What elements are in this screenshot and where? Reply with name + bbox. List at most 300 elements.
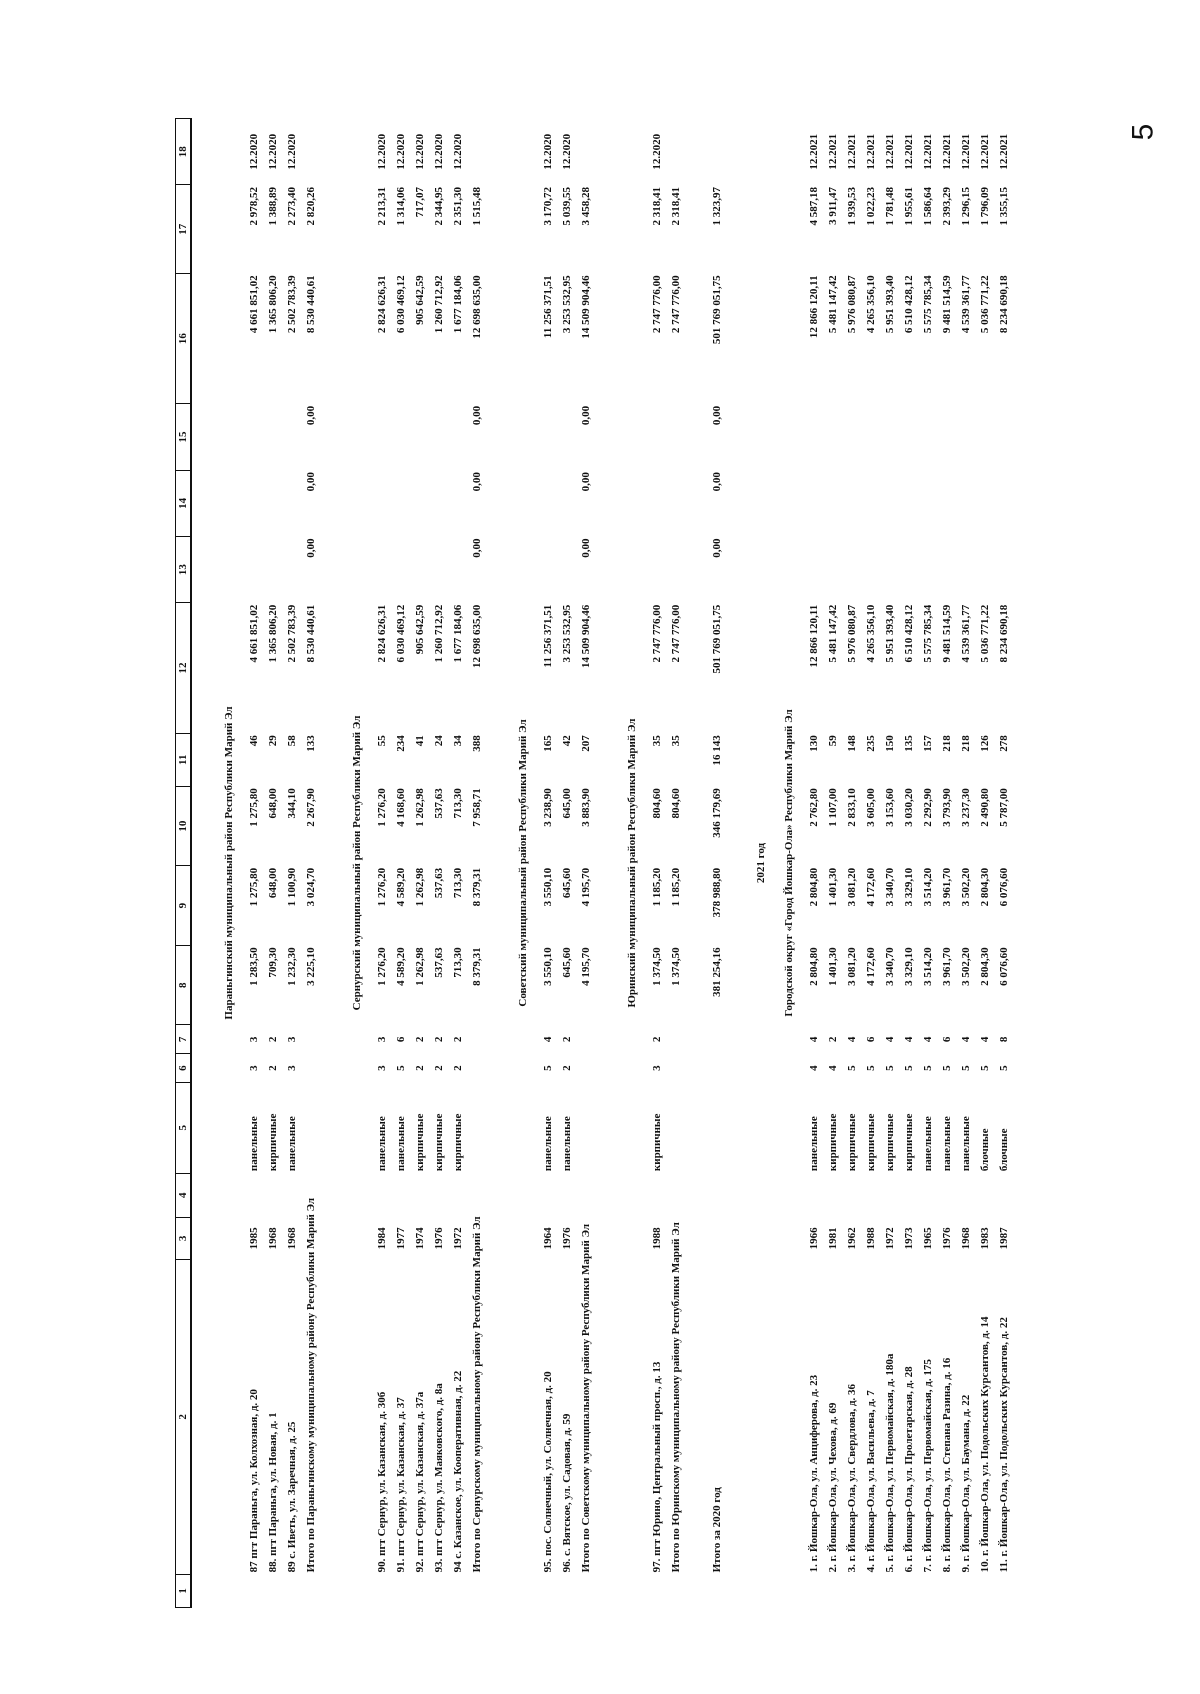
cell-col-15 (538, 404, 557, 470)
cell-col-6: 5 (921, 1065, 934, 1071)
cell-col-6: 3 (375, 1065, 388, 1071)
cell-col-7: 2 (451, 1036, 464, 1043)
table-row (975, 119, 994, 1608)
cell-col-7: 6 (394, 1036, 407, 1043)
cell-col-8: 1 374,50 (650, 947, 663, 986)
cell-col-11: 148 (845, 735, 858, 752)
cell-col-18: 12.2021 (959, 133, 972, 170)
cell-col-16: 9 481 514,59 (940, 275, 953, 334)
cell-col-12: 8 530 440,61 (304, 604, 317, 663)
cell-col-9: 6 076,60 (997, 867, 1010, 907)
cell-col-11: 35 (669, 735, 682, 747)
cell-col-17: 1 939,53 (845, 186, 858, 226)
column-number-11: 11 (176, 733, 192, 786)
cell-col-9: 1 276,20 (375, 867, 388, 907)
cell-col-15 (975, 404, 994, 470)
cell-col-12: 4 265 356,10 (864, 604, 877, 663)
table-row (899, 119, 918, 1608)
cell-col-15 (880, 404, 899, 470)
cell-col-10: 2 762,80 (807, 788, 820, 827)
cell-col-8: 3 081,20 (845, 947, 858, 986)
cell-col-16: 5 481 147,42 (826, 275, 839, 334)
cell-col-11: 16 143 (710, 735, 723, 766)
cell-col-18: 12.2021 (883, 133, 896, 170)
column-number-4: 4 (176, 1173, 192, 1217)
district-heading-title: Сернурский муниципальный район Республики Марий Эл (351, 715, 363, 1011)
cell-col-9: 378 988,80 (710, 867, 723, 918)
cell-col-8: 3 329,10 (902, 947, 915, 986)
cell-col-15 (372, 404, 391, 470)
cell-col-15 (899, 404, 918, 470)
cell-col-2: 91. пгт Сернур, ул. Казанская, д. 37 (394, 1397, 407, 1573)
cell-col-12: 4 539 361,77 (959, 604, 972, 663)
cell-col-5: панельные (921, 1116, 934, 1172)
cell-col-16: 4 539 361,77 (959, 275, 972, 334)
cell-col-5: панельные (375, 1116, 388, 1172)
cell-col-14 (994, 470, 1013, 536)
cell-col-17: 1 781,48 (883, 186, 896, 226)
cell-col-2: 8. г. Йошкар-Ола, ул. Степана Разина, д. 16 (940, 1357, 953, 1573)
cell-col-9: 3 340,70 (883, 867, 896, 907)
cell-col-17: 2 273,40 (285, 186, 298, 226)
cell-col-7: 4 (959, 1036, 972, 1043)
cell-col-14 (937, 470, 956, 536)
cell-col-7: 6 (940, 1036, 953, 1043)
district-heading (617, 119, 647, 1608)
table-row (391, 119, 410, 1608)
cell-col-8: 3 225,10 (304, 947, 317, 986)
cell-col-3: 1988 (864, 1227, 877, 1250)
cell-col-13 (804, 536, 823, 602)
cell-col-6: 2 (266, 1065, 279, 1071)
cell-col-10: 1 275,80 (247, 788, 260, 827)
cell-col-6: 5 (394, 1065, 407, 1071)
cell-col-18: 12.2020 (432, 133, 445, 170)
cell-col-4 (956, 1173, 975, 1217)
cell-col-1 (391, 1574, 410, 1607)
cell-col-14 (823, 470, 842, 536)
cell-col-4 (937, 1173, 956, 1217)
cell-col-1 (880, 1574, 899, 1607)
cell-col-15: 0,00 (710, 405, 723, 426)
cell-col-7: 4 (978, 1036, 991, 1043)
cell-col-14 (538, 470, 557, 536)
cell-col-16: 5 575 785,34 (921, 275, 934, 334)
cell-col-2: Итого по Параньгинскому муниципальному району Республики Марий Эл (304, 1197, 317, 1573)
cell-col-15 (823, 404, 842, 470)
cell-col-16: 6 510 428,12 (902, 275, 915, 334)
cell-col-9: 8 379,31 (470, 867, 483, 907)
cell-col-14: 0,00 (579, 472, 592, 492)
cell-col-9: 537,63 (432, 867, 445, 899)
cell-col-13 (263, 536, 282, 602)
cell-col-14: 0,00 (304, 472, 317, 492)
cell-col-2: 4. г. Йошкар-Ола, ул. Васильева, д. 7 (864, 1390, 877, 1573)
cell-col-4 (372, 1173, 391, 1217)
cell-col-2: 97. пгт Юрино, Центральный просп., д. 13 (650, 1361, 663, 1573)
cell-col-15 (647, 404, 666, 470)
cell-col-17: 2 351,30 (451, 186, 464, 226)
cell-col-1 (994, 1574, 1013, 1607)
cell-col-5: кирпичные (883, 1113, 896, 1172)
cell-col-18 (707, 119, 726, 185)
cell-col-5: кирпичные (826, 1113, 839, 1172)
cell-col-16: 905 642,59 (413, 275, 426, 325)
table-row (918, 119, 937, 1608)
cell-col-3: 1977 (394, 1227, 407, 1250)
table-row (282, 119, 301, 1608)
cell-col-1 (861, 1574, 880, 1607)
cell-col-4 (861, 1173, 880, 1217)
cell-col-2: 6. г. Йошкар-Ола, ул. Пролетарская, д. 28 (902, 1366, 915, 1573)
cell-col-10: 3 237,30 (959, 788, 972, 827)
cell-col-1 (429, 1574, 448, 1607)
cell-col-1 (647, 1574, 666, 1607)
cell-col-15 (557, 404, 576, 470)
cell-col-11: 133 (304, 735, 317, 752)
cell-col-10: 3 238,90 (541, 788, 554, 827)
cell-col-16: 14 509 904,46 (579, 275, 592, 339)
cell-col-18 (467, 119, 486, 185)
cell-col-15 (410, 404, 429, 470)
cell-col-13: 0,00 (710, 538, 723, 558)
cell-col-11: 126 (978, 735, 991, 752)
cell-col-14 (372, 470, 391, 536)
cell-col-9: 1 262,98 (413, 867, 426, 907)
cell-col-17: 5 039,55 (560, 186, 573, 226)
column-number-row (176, 119, 192, 1608)
cell-col-11: 157 (921, 735, 934, 752)
cell-col-7: 2 (432, 1036, 445, 1043)
cell-col-13: 0,00 (304, 538, 317, 558)
cell-col-11: 135 (902, 735, 915, 752)
cell-col-10: 2 833,10 (845, 788, 858, 827)
cell-col-3: 1976 (560, 1227, 573, 1250)
cell-col-16: 1 677 184,06 (451, 275, 464, 334)
cell-col-4 (647, 1173, 666, 1217)
cell-col-11: 24 (432, 735, 445, 747)
cell-col-15 (804, 404, 823, 470)
cell-col-12: 2 502 783,39 (285, 604, 298, 663)
cell-col-17: 1 515,48 (470, 186, 483, 226)
cell-col-9: 1 275,80 (247, 867, 260, 907)
cell-col-9: 2 804,30 (978, 867, 991, 907)
cell-col-3: 1988 (650, 1227, 663, 1250)
spacer-row (486, 119, 508, 1608)
cell-col-6: 5 (845, 1065, 858, 1071)
cell-col-16: 3 253 532,95 (560, 275, 573, 334)
cell-col-8: 2 804,80 (807, 947, 820, 986)
cell-col-10: 1 276,20 (375, 788, 388, 827)
cell-col-5: кирпичные (451, 1113, 464, 1172)
cell-col-18: 12.2021 (940, 133, 953, 170)
cell-col-7: 4 (883, 1036, 896, 1043)
cell-col-17: 2 213,31 (375, 186, 388, 226)
cell-col-14 (282, 470, 301, 536)
column-number-3: 3 (176, 1217, 192, 1259)
cell-col-17: 1 296,15 (959, 186, 972, 226)
column-number-18: 18 (176, 119, 192, 185)
cell-col-16: 2 747 776,00 (650, 275, 663, 334)
cell-col-2: 94 с. Казанское, ул. Кооперативная, д. 22 (451, 1370, 464, 1573)
cell-col-8: 3 550,10 (541, 947, 554, 986)
cell-col-1 (263, 1574, 282, 1607)
cell-col-3: 1985 (247, 1227, 260, 1250)
cell-col-11: 130 (807, 735, 820, 752)
cell-col-17: 1 955,61 (902, 186, 915, 226)
cell-col-3: 1976 (940, 1227, 953, 1250)
cell-col-4 (410, 1173, 429, 1217)
cell-col-10: 2 490,80 (978, 788, 991, 827)
cell-col-18 (666, 119, 685, 185)
cell-col-2: 9. г. Йошкар-Ола, ул. Баумана, д. 22 (959, 1394, 972, 1573)
cell-col-9: 3 024,70 (304, 867, 317, 907)
cell-col-12: 3 253 532,95 (560, 604, 573, 663)
district-heading-title: Городской округ «Город Йошкар-Ола» Республики Марий Эл (783, 709, 795, 1017)
cell-col-2: Итого по Советскому муниципальному району Республики Марий Эл (579, 1223, 592, 1573)
cell-col-1 (899, 1574, 918, 1607)
cell-col-17: 717,07 (413, 186, 426, 218)
table-row (538, 119, 557, 1608)
cell-col-13 (861, 536, 880, 602)
cell-col-12: 5 036 771,22 (978, 604, 991, 663)
cell-col-3: 1972 (883, 1227, 896, 1250)
cell-col-3: 1965 (921, 1227, 934, 1250)
cell-col-7: 8 (997, 1036, 1010, 1043)
district-total-row (467, 119, 486, 1608)
cell-col-18: 12.2020 (413, 133, 426, 170)
cell-col-18: 12.2021 (978, 133, 991, 170)
cell-col-14 (429, 470, 448, 536)
column-number-14: 14 (176, 470, 192, 536)
cell-col-9: 3 514,20 (921, 867, 934, 907)
cell-col-18: 12.2020 (247, 133, 260, 170)
cell-col-5: панельные (959, 1116, 972, 1172)
cell-col-8: 3 514,20 (921, 947, 934, 986)
cell-col-10: 3 153,60 (883, 788, 896, 827)
district-total-row (301, 119, 320, 1608)
cell-col-15 (244, 404, 263, 470)
cell-col-18: 12.2020 (650, 133, 663, 170)
cell-col-18: 12.2021 (997, 133, 1010, 170)
cell-col-11: 41 (413, 735, 426, 747)
cell-col-14 (899, 470, 918, 536)
cell-col-5: панельные (940, 1116, 953, 1172)
cell-col-4 (842, 1173, 861, 1217)
cell-col-18: 12.2020 (375, 133, 388, 170)
cell-col-2: 3. г. Йошкар-Ола, ул. Свердлова, д. 36 (845, 1383, 858, 1573)
cell-col-13 (647, 536, 666, 602)
cell-col-11: 207 (579, 735, 592, 752)
cell-col-14: 0,00 (710, 472, 723, 492)
column-number-7: 7 (176, 1025, 192, 1054)
cell-col-11: 278 (997, 735, 1010, 752)
cell-col-10: 3 030,20 (902, 788, 915, 827)
grand-total-row (707, 119, 726, 1608)
cell-col-9: 2 804,80 (807, 867, 820, 907)
cell-col-13 (975, 536, 994, 602)
cell-col-11: 218 (940, 735, 953, 752)
cell-col-3: 1968 (266, 1227, 279, 1250)
cell-col-1 (823, 1574, 842, 1607)
housing-register-table (175, 118, 1013, 1608)
cell-col-17: 2 393,29 (940, 186, 953, 226)
cell-col-15 (956, 404, 975, 470)
table-row (994, 119, 1013, 1608)
cell-col-13 (994, 536, 1013, 602)
cell-col-15 (937, 404, 956, 470)
cell-col-1 (918, 1574, 937, 1607)
cell-col-9: 648,00 (266, 867, 279, 899)
cell-col-6: 5 (959, 1065, 972, 1071)
cell-col-3: 1976 (432, 1227, 445, 1250)
table-row (880, 119, 899, 1608)
cell-col-15 (666, 404, 685, 470)
cell-col-4 (823, 1173, 842, 1217)
cell-col-6: 5 (978, 1065, 991, 1071)
cell-col-7: 2 (266, 1036, 279, 1043)
cell-col-7: 4 (902, 1036, 915, 1043)
cell-col-18: 12.2020 (451, 133, 464, 170)
cell-col-1 (804, 1574, 823, 1607)
cell-col-5: кирпичные (650, 1113, 663, 1172)
cell-col-8: 8 379,31 (470, 947, 483, 986)
cell-col-2: 89 с. Иветь, ул. Заречная, д. 25 (285, 1421, 298, 1573)
cell-col-10: 537,63 (432, 788, 445, 819)
district-heading (214, 119, 244, 1608)
cell-col-13 (429, 536, 448, 602)
cell-col-13 (937, 536, 956, 602)
cell-col-18: 12.2020 (394, 133, 407, 170)
cell-col-9: 1 401,30 (826, 867, 839, 907)
cell-col-12: 9 481 514,59 (940, 604, 953, 663)
cell-col-17: 1 323,97 (710, 186, 723, 226)
cell-col-2: 90. пгт Сернур, ул. Казанская, д. 30б (375, 1391, 388, 1573)
cell-col-7: 6 (864, 1036, 877, 1043)
cell-col-4 (282, 1173, 301, 1217)
cell-col-9: 1 185,20 (650, 867, 663, 907)
cell-col-7: 2 (826, 1036, 839, 1043)
cell-col-1 (244, 1574, 263, 1607)
cell-col-15 (263, 404, 282, 470)
table-row (647, 119, 666, 1608)
cell-col-11: 42 (560, 735, 573, 747)
cell-col-18 (301, 119, 320, 185)
cell-col-2: 87 пгт Параньга, ул. Колхозная, д. 20 (247, 1389, 260, 1573)
table-row (956, 119, 975, 1608)
cell-col-1 (557, 1574, 576, 1607)
cell-col-5: кирпичные (266, 1113, 279, 1172)
cell-col-9: 1 185,20 (669, 867, 682, 907)
cell-col-5: кирпичные (432, 1113, 445, 1172)
cell-col-12: 4 661 851,02 (247, 604, 260, 663)
cell-col-12: 1 677 184,06 (451, 604, 464, 663)
cell-col-16: 5 976 080,87 (845, 275, 858, 334)
cell-col-14 (557, 470, 576, 536)
cell-col-2: 2. г. Йошкар-Ола, ул. Чехова, д. 69 (826, 1402, 839, 1573)
cell-col-14: 0,00 (470, 472, 483, 492)
cell-col-12: 11 256 371,51 (541, 604, 554, 668)
cell-col-13 (956, 536, 975, 602)
cell-col-10: 713,30 (451, 788, 464, 819)
cell-col-3: 1973 (902, 1227, 915, 1250)
column-number-1: 1 (176, 1574, 192, 1607)
cell-col-7: 4 (921, 1036, 934, 1043)
cell-col-15 (994, 404, 1013, 470)
cell-col-14 (880, 470, 899, 536)
cell-col-14 (244, 470, 263, 536)
cell-col-10: 1 107,00 (826, 788, 839, 827)
district-heading (774, 119, 804, 1608)
cell-col-16: 4 661 851,02 (247, 275, 260, 334)
cell-col-4 (538, 1173, 557, 1217)
cell-col-18: 12.2020 (541, 133, 554, 170)
column-number-15: 15 (176, 404, 192, 470)
column-number-9: 9 (176, 866, 192, 946)
cell-col-17: 1 586,64 (921, 186, 934, 226)
cell-col-12: 5 481 147,42 (826, 604, 839, 663)
cell-col-8: 645,60 (560, 947, 573, 978)
cell-col-10: 344,10 (285, 788, 298, 819)
cell-col-11: 165 (541, 735, 554, 752)
cell-col-10: 3 883,90 (579, 788, 592, 827)
cell-col-2: 1. г. Йошкар-Ола, ул. Анциферова, д. 23 (807, 1374, 820, 1573)
cell-col-5: панельные (807, 1116, 820, 1172)
table-row (429, 119, 448, 1608)
cell-col-10: 2 267,90 (304, 788, 317, 827)
cell-col-13: 0,00 (579, 538, 592, 558)
cell-col-14 (842, 470, 861, 536)
cell-col-8: 1 232,30 (285, 947, 298, 986)
cell-col-4 (263, 1173, 282, 1217)
cell-col-14 (410, 470, 429, 536)
cell-col-10: 3 605,00 (864, 788, 877, 827)
cell-col-10: 5 787,00 (997, 788, 1010, 827)
cell-col-17: 3 170,72 (541, 186, 554, 226)
cell-col-9: 4 195,70 (579, 867, 592, 907)
cell-col-8: 3 961,70 (940, 947, 953, 986)
cell-col-10: 804,60 (650, 788, 663, 819)
cell-col-13: 0,00 (470, 538, 483, 558)
cell-col-17: 1 388,89 (266, 186, 279, 226)
cell-col-16: 2 824 626,31 (375, 275, 388, 334)
cell-col-9: 4 172,60 (864, 867, 877, 907)
cell-col-8: 4 172,60 (864, 947, 877, 986)
district-total-row (576, 119, 595, 1608)
year-heading (748, 119, 774, 1608)
cell-col-6: 5 (541, 1065, 554, 1071)
cell-col-6: 4 (807, 1065, 820, 1071)
cell-col-12: 5 951 393,40 (883, 604, 896, 663)
cell-col-7: 2 (650, 1036, 663, 1043)
cell-col-8: 4 589,20 (394, 947, 407, 986)
cell-col-12: 501 769 051,75 (710, 604, 723, 674)
cell-col-8: 381 254,16 (710, 947, 723, 997)
cell-col-11: 234 (394, 735, 407, 752)
cell-col-10: 645,00 (560, 788, 573, 819)
cell-col-10: 804,60 (669, 788, 682, 819)
column-number-2: 2 (176, 1259, 192, 1574)
cell-col-13 (918, 536, 937, 602)
cell-col-5: панельные (541, 1116, 554, 1172)
cell-col-7: 4 (541, 1036, 554, 1043)
district-heading-title: Юринский муниципальный район Республики Марий Эл (626, 718, 638, 1008)
cell-col-3: 1974 (413, 1227, 426, 1250)
district-heading-title: Советский муниципальный район Республики Марий Эл (517, 719, 529, 1007)
cell-col-6: 2 (451, 1065, 464, 1071)
cell-col-17: 3 911,47 (826, 186, 839, 225)
cell-col-17: 2 344,95 (432, 186, 445, 226)
